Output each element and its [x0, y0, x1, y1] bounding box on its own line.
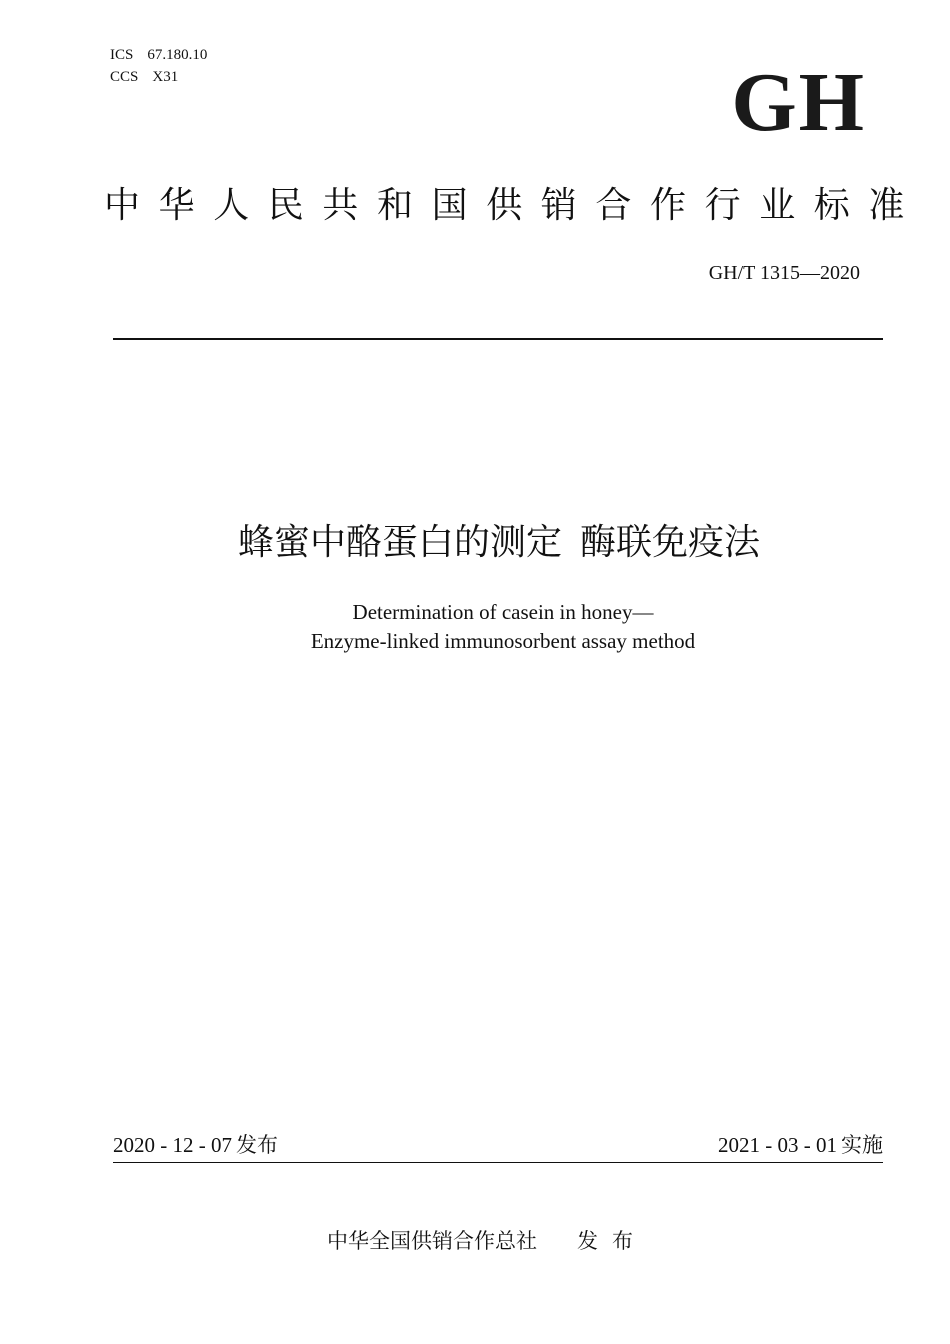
footer-divider [113, 1162, 883, 1163]
ccs-row [110, 66, 207, 88]
issue-date-block [113, 1130, 278, 1160]
publisher [0, 1226, 950, 1256]
title-english-line2: Enzyme-linked immunosorbent assay method [310, 629, 696, 653]
issue-label: 发布 [236, 1133, 278, 1157]
title-english-line1: Determination of casein in honey— [352, 600, 654, 624]
publisher-name: 中华全国供销合作总社 [327, 1229, 537, 1253]
title-chinese [0, 518, 950, 568]
title-english [0, 598, 950, 656]
ics-label: ICS [110, 47, 134, 63]
implement-label: 实施 [841, 1133, 883, 1157]
ccs-code: X31 [152, 69, 179, 85]
ics-code: 67.180.10 [147, 47, 208, 63]
ccs-label: CCS [110, 69, 139, 85]
standard-category: 中华人民共和国供销合作行业标准 [104, 185, 924, 226]
implement-date: 2021 - 03 - 01 [718, 1133, 837, 1157]
standard-logo: GH [731, 56, 866, 149]
classification-codes [110, 44, 207, 88]
implement-date-block [718, 1130, 883, 1160]
title-chinese-main: 蜂蜜中酪蛋白的测定 [237, 522, 562, 563]
publisher-action: 发布 [577, 1229, 647, 1253]
header-divider [113, 338, 883, 340]
standard-number: GH/T 1315—2020 [708, 262, 860, 284]
ics-row [110, 44, 207, 66]
issue-date: 2020 - 12 - 07 [113, 1133, 232, 1157]
title-chinese-method: 酶联免疫法 [580, 522, 761, 563]
